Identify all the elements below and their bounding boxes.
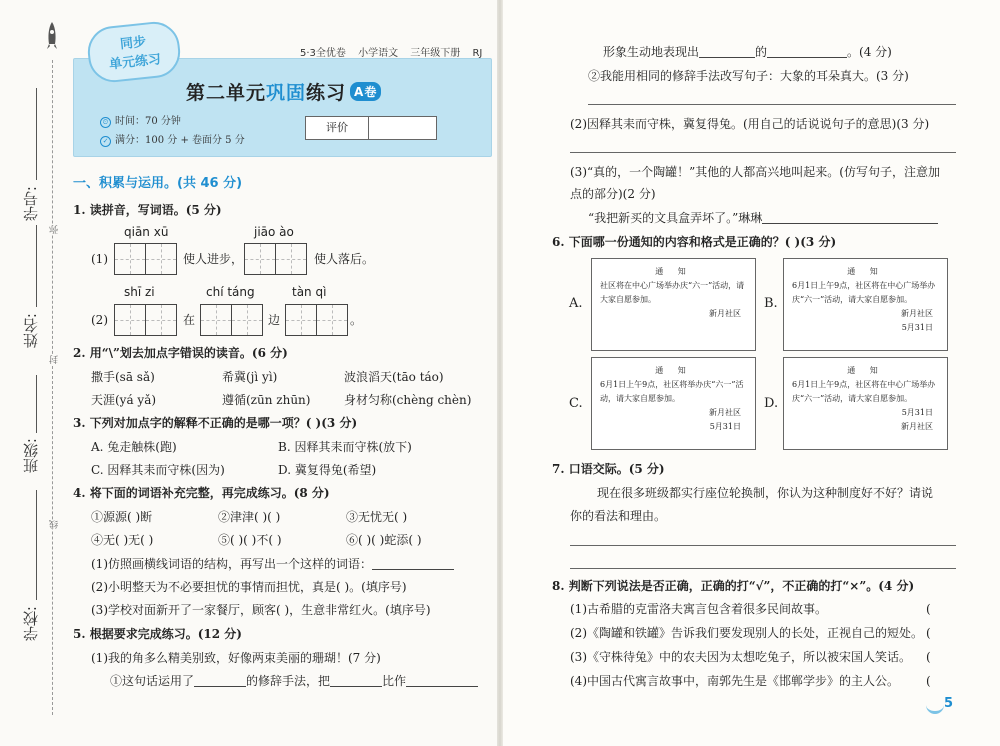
notice-d[interactable]: 通 知 6月1日上午9点，社区将在中心广场举办庆“六一”活动，请大家自愿参加。 5月31日 新月社区 <box>783 357 948 450</box>
q4-subquestion: (1)仿照画横线词语的结构，再写出一个这样的词语： <box>91 556 454 572</box>
binding-strip <box>0 0 62 746</box>
q4-subquestion: (2)小明整天为不必要担忧的事情而担忧，真是( )。(填序号) <box>91 580 407 594</box>
name-line <box>36 225 37 307</box>
q7-prompt-cont: 你的看法和理由。 <box>570 509 667 523</box>
option-b[interactable]: B. 因释其耒而守株(放下) <box>278 440 412 454</box>
answer-blank[interactable] <box>372 569 454 570</box>
question-2: 2. 用“\”划去加点字错误的读音。(6 分) <box>73 346 288 360</box>
notice-c[interactable]: 通 知 6月1日上午9点，社区将举办庆“六一”活动，请大家自愿参加。 新月社区 5月31日 <box>591 357 756 450</box>
section-heading: 一、积累与运用。(共 46 分) <box>73 176 243 191</box>
question-7: 7. 口语交际。(5 分) <box>552 462 665 476</box>
evaluation-box <box>305 116 437 140</box>
time-info: ⏲ 时间：70 分钟 <box>100 112 181 128</box>
answer-line[interactable] <box>570 568 956 569</box>
judge-bracket[interactable]: ( <box>926 650 931 664</box>
pinyin: jiāo ào <box>254 225 294 239</box>
answer-blank[interactable] <box>406 686 478 687</box>
idiom-item[interactable]: ②津津( )( ) <box>218 510 281 524</box>
judge-item: (1)古希腊的克雷洛夫寓言包含着很多民间故事。 <box>570 602 827 616</box>
q5-continued: 形象生动地表现出 的 。(4 分) <box>603 45 892 59</box>
evaluation-label: 评价 <box>306 117 369 139</box>
answer-blank[interactable] <box>767 57 847 58</box>
answer-blank[interactable] <box>330 686 382 687</box>
series-info <box>300 44 491 59</box>
reading-item[interactable]: 遵循(zūn zhūn) <box>222 393 311 407</box>
q5-subquestion-2: (2)因释其耒而守株，冀复得兔。(用自己的话说说句子的意思)(3 分) <box>570 117 930 131</box>
class-line <box>36 375 37 433</box>
answer-blank[interactable] <box>699 57 755 58</box>
q5-subquestion-3-cont: 点的部分)(2 分) <box>570 187 656 201</box>
writing-grid[interactable] <box>114 304 177 336</box>
clock-icon: ⏲ <box>100 117 111 128</box>
student-id-line <box>36 88 37 180</box>
option-c[interactable]: C. 因释其耒而守株(因为) <box>91 463 225 477</box>
rocket-icon <box>46 22 58 52</box>
cut-mark: 线 <box>50 520 60 529</box>
question-3: 3. 下列对加点字的解释不正确的是哪一项？( )(3 分) <box>73 416 358 430</box>
notice-option-label: A. <box>569 296 583 311</box>
q5-fill-line: ①这句话运用了 的修辞手法，把 比作 <box>110 673 478 689</box>
version-tag: A卷 <box>350 82 381 101</box>
writing-grid[interactable] <box>285 304 348 336</box>
judge-item: (4)中国古代寓言故事中，南郭先生是《邯郸学步》的主人公。 <box>570 674 900 688</box>
judge-item: (2)《陶罐和铁罐》告诉我们要发现别人的长处，正视自己的短处。 <box>570 626 924 640</box>
reading-item[interactable]: 天涯(yá yǎ) <box>91 393 157 407</box>
question-8: 8. 判断下列说法是否正确，正确的打“√”，不正确的打“×”。(4 分) <box>552 579 915 593</box>
reading-item[interactable]: 身材匀称(chèng chèn) <box>344 393 472 407</box>
series-subject: 小学语文 <box>358 48 399 59</box>
cut-mark: 弥 <box>50 225 60 234</box>
page-title: 第二单元巩固练习 A卷 <box>186 78 381 105</box>
name-label: 姓名: <box>22 313 40 349</box>
pinyin: qiān xū <box>124 225 169 239</box>
question-5: 5. 根据要求完成练习。(12 分) <box>73 627 242 641</box>
answer-blank[interactable] <box>762 223 938 224</box>
pinyin: shī zi <box>124 285 155 299</box>
notice-option-label: D. <box>764 396 779 411</box>
writing-grid[interactable] <box>114 243 177 275</box>
answer-line[interactable] <box>588 104 956 105</box>
series-grade: 三年级下册 <box>410 48 461 59</box>
option-a[interactable]: A. 兔走触株(跑) <box>91 440 177 454</box>
reading-item[interactable]: 希冀(jì yì) <box>222 370 278 384</box>
answer-line[interactable] <box>570 152 956 153</box>
class-label: 班级: <box>22 438 40 474</box>
series-name: 5·3全优卷 <box>300 48 346 59</box>
pinyin: tàn qì <box>292 285 327 299</box>
judge-bracket[interactable]: ( <box>926 602 931 616</box>
reading-item[interactable]: 撒手(sā sǎ) <box>91 370 155 384</box>
q5-subquestion: (1)我的角多么精美别致，好像两束美丽的珊瑚！(7 分) <box>91 651 381 665</box>
school-label: 学校: <box>22 606 40 642</box>
question-4: 4. 将下面的词语补充完整，再完成练习。(8 分) <box>73 486 330 500</box>
pinyin: chí táng <box>206 285 255 299</box>
idiom-item[interactable]: ③无忧无( ) <box>346 510 408 524</box>
judge-item: (3)《守株待兔》中的农夫因为太想吃兔子，所以被宋国人笑话。 <box>570 650 912 664</box>
page-number: 5 <box>944 696 954 711</box>
series-edition: RJ <box>472 48 483 59</box>
reading-item[interactable]: 波浪滔天(tāo táo) <box>344 370 444 384</box>
q5-sentence: “我把新买的文具盒弄坏了。”琳琳 <box>588 210 938 226</box>
idiom-item[interactable]: ⑥( )( )蛇添( ) <box>346 533 422 547</box>
question-6: 6. 下面哪一份通知的内容和格式是正确的？( )(3 分) <box>552 235 837 249</box>
answer-line[interactable] <box>570 545 956 546</box>
writing-grid[interactable] <box>200 304 263 336</box>
check-icon: ✓ <box>100 136 111 147</box>
idiom-item[interactable]: ①源源( )断 <box>91 510 153 524</box>
question-1: 1. 读拼音，写词语。(5 分) <box>73 203 222 217</box>
q4-subquestion: (3)学校对面新开了一家餐厅，顾客( )，生意非常红火。(填序号) <box>91 603 431 617</box>
option-d[interactable]: D. 冀复得兔(希望) <box>278 463 377 477</box>
idiom-item[interactable]: ④无( )无( ) <box>91 533 154 547</box>
school-line <box>36 490 37 600</box>
cut-mark: 封 <box>50 355 60 364</box>
q5-rewrite: ②我能用相同的修辞手法改写句子：大象的耳朵真大。(3 分) <box>588 69 909 83</box>
idiom-item[interactable]: ⑤( )( )不( ) <box>218 533 282 547</box>
notice-option-label: C. <box>569 396 583 411</box>
evaluation-field[interactable] <box>369 117 436 139</box>
q7-prompt: 现在很多班级都实行座位轮换制，你认为这种制度好不好？请说 <box>597 486 934 500</box>
cut-line <box>52 60 53 715</box>
judge-bracket[interactable]: ( <box>926 626 931 640</box>
answer-blank[interactable] <box>194 686 246 687</box>
badge-line1: 同步 <box>119 34 147 53</box>
score-info: ✓ 满分：100 分 + 卷面分 5 分 <box>100 131 245 147</box>
judge-bracket[interactable]: ( <box>926 674 931 688</box>
notice-a[interactable]: 通 知 社区将在中心广场举办庆“六一”活动，请大家自愿参加。 新月社区 <box>591 258 756 351</box>
student-id-label: 学号: <box>22 186 40 222</box>
badge-line2: 单元练习 <box>108 52 162 73</box>
writing-grid[interactable] <box>244 243 307 275</box>
notice-option-label: B. <box>764 296 778 311</box>
notice-b[interactable]: 通 知 6月1日上午9点，社区将在中心广场举办庆“六一”活动，请大家自愿参加。 新月社区 5月31日 <box>783 258 948 351</box>
q5-subquestion-3: (3)“真的，一个陶罐！”其他的人都高兴地叫起来。(仿写句子，注意加 <box>570 165 940 179</box>
page-fold <box>497 0 503 746</box>
